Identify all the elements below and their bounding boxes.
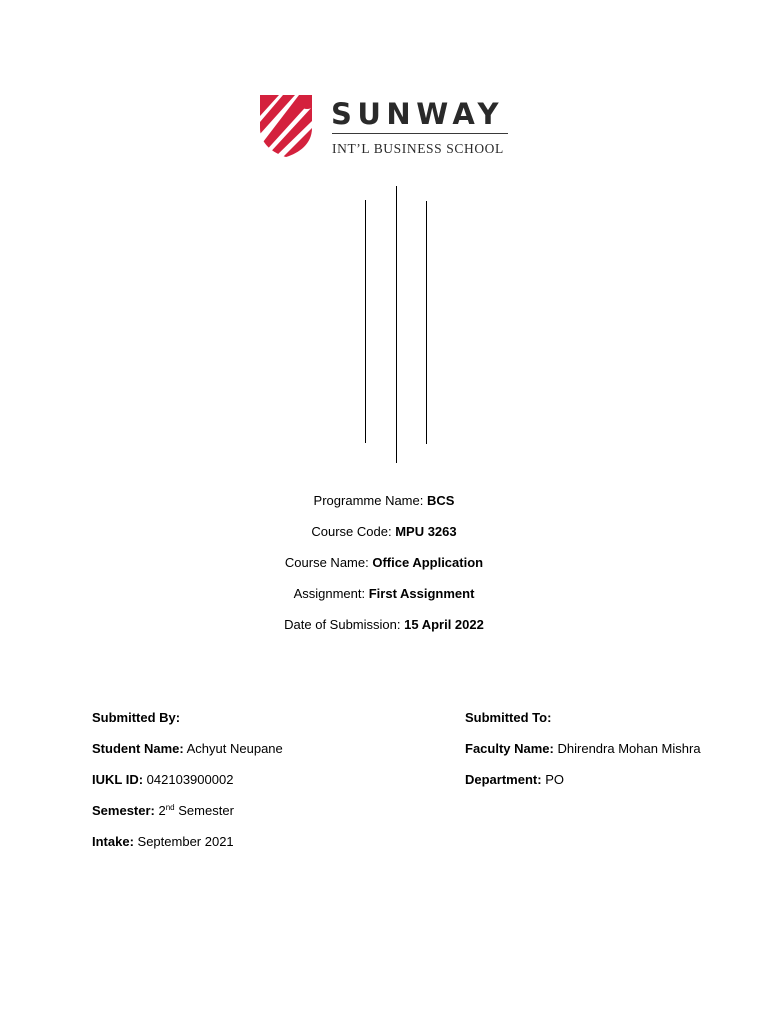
sunway-shield-icon [259,94,313,158]
semester: Semester: 2nd Semester [92,803,234,818]
decorative-line-center [396,186,397,463]
decorative-line-left [365,200,366,443]
programme-name: Programme Name: BCS [313,493,455,508]
course-info [0,490,768,645]
submission-date: Date of Submission: 15 April 2022 [284,617,484,632]
submitted-to [465,707,701,800]
submitted-to-heading: Submitted To: [465,710,552,725]
submitted-by [92,707,283,862]
sunway-logo [259,94,511,160]
submitted-by-heading: Submitted By: [92,710,181,725]
department: Department: PO [465,772,564,787]
logo-subtitle: INT’L BUSINESS SCHOOL [332,141,504,156]
decorative-line-right [426,201,427,444]
logo-divider [332,133,508,134]
faculty-name: Faculty Name: Dhirendra Mohan Mishra [465,741,701,756]
logo-wordmark: SUNWAY [331,97,505,131]
course-name: Course Name: Office Application [284,555,484,570]
intake: Intake: September 2021 [92,834,234,849]
iukl-id: IUKL ID: 042103900002 [92,772,234,787]
course-code: Course Code: MPU 3263 [311,524,457,539]
assignment: Assignment: First Assignment [293,586,475,601]
student-name: Student Name: Achyut Neupane [92,741,283,756]
